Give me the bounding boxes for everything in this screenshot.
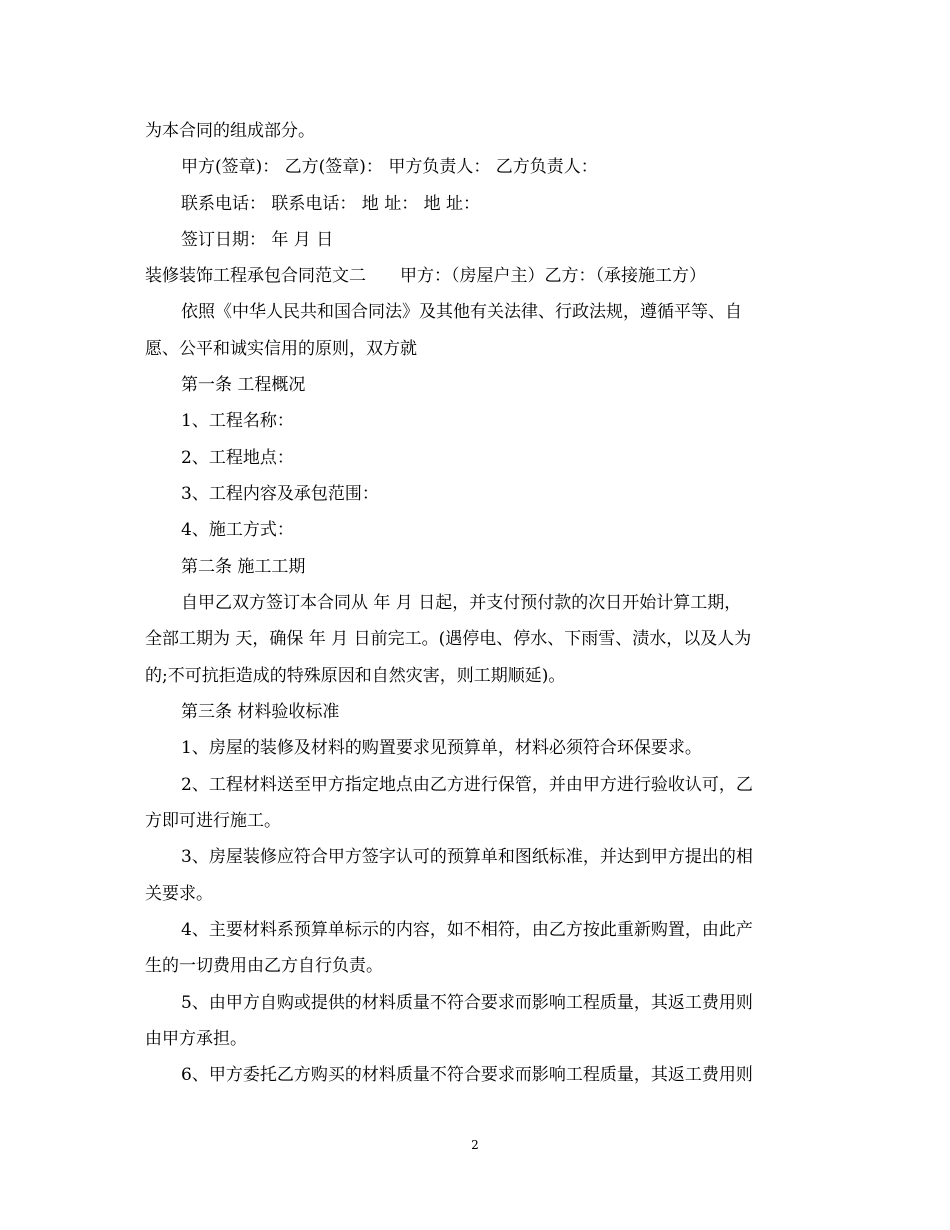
text-line: 全部工期为 天，确保 年 月 日前完工。(遇停电、停水、下雨雪、渍水，以及人为: [145, 629, 752, 649]
text-line: 方即可进行施工。: [145, 811, 281, 831]
page-number: 2: [471, 1138, 479, 1152]
text-line: 愿、公平和诚实信用的原则，双方就: [145, 339, 417, 359]
text-line: 生的一切费用由乙方自行负责。: [145, 956, 383, 976]
list-item: 5、由甲方自购或提供的材料质量不符合要求而影响工程质量，其返工费用则: [181, 993, 753, 1013]
list-item: 2、工程地点：: [181, 448, 294, 468]
text-line: 甲方(签章)： 乙方(签章)： 甲方负责人： 乙方负责人：: [181, 157, 598, 177]
text-line: 由甲方承担。: [145, 1029, 247, 1049]
section-heading-line: 装修装饰工程承包合同范文二 甲方：（房屋户主）乙方：（承接施工方）: [145, 266, 706, 286]
list-item: 2、工程材料送至甲方指定地点由乙方进行保管，并由甲方进行验收认可，乙: [181, 775, 753, 795]
text-line: 为本合同的组成部分。: [145, 121, 315, 141]
text-line: 自甲乙双方签订本合同从 年 月 日起，并支付预付款的次日开始计算工期，: [181, 593, 742, 613]
text-line: 签订日期： 年 月 日: [181, 230, 334, 250]
article-heading: 第三条 材料验收标准: [181, 702, 340, 722]
text-line: 关要求。: [145, 884, 213, 904]
text-line: 的;不可抗拒造成的特殊原因和自然灾害，则工期顺延)。: [145, 666, 566, 686]
text-line: 联系电话： 联系电话： 地 址： 地 址：: [181, 194, 481, 214]
text-line: 依照《中华人民共和国合同法》及其他有关法律、行政法规，遵循平等、自: [181, 302, 742, 322]
list-item: 3、工程内容及承包范围：: [181, 484, 379, 504]
article-heading: 第一条 工程概况: [181, 375, 306, 395]
list-item: 4、主要材料系预算单标示的内容，如不相符，由乙方按此重新购置，由此产: [181, 920, 753, 940]
list-item: 1、工程名称：: [181, 411, 294, 431]
list-item: 3、房屋装修应符合甲方签字认可的预算单和图纸标准，并达到甲方提出的相: [181, 847, 753, 867]
list-item: 1、房屋的装修及材料的购置要求见预算单，材料必须符合环保要求。: [181, 738, 702, 758]
article-heading: 第二条 施工工期: [181, 557, 306, 577]
list-item: 6、甲方委托乙方购买的材料质量不符合要求而影响工程质量，其返工费用则: [181, 1065, 753, 1085]
list-item: 4、施工方式：: [181, 520, 294, 540]
